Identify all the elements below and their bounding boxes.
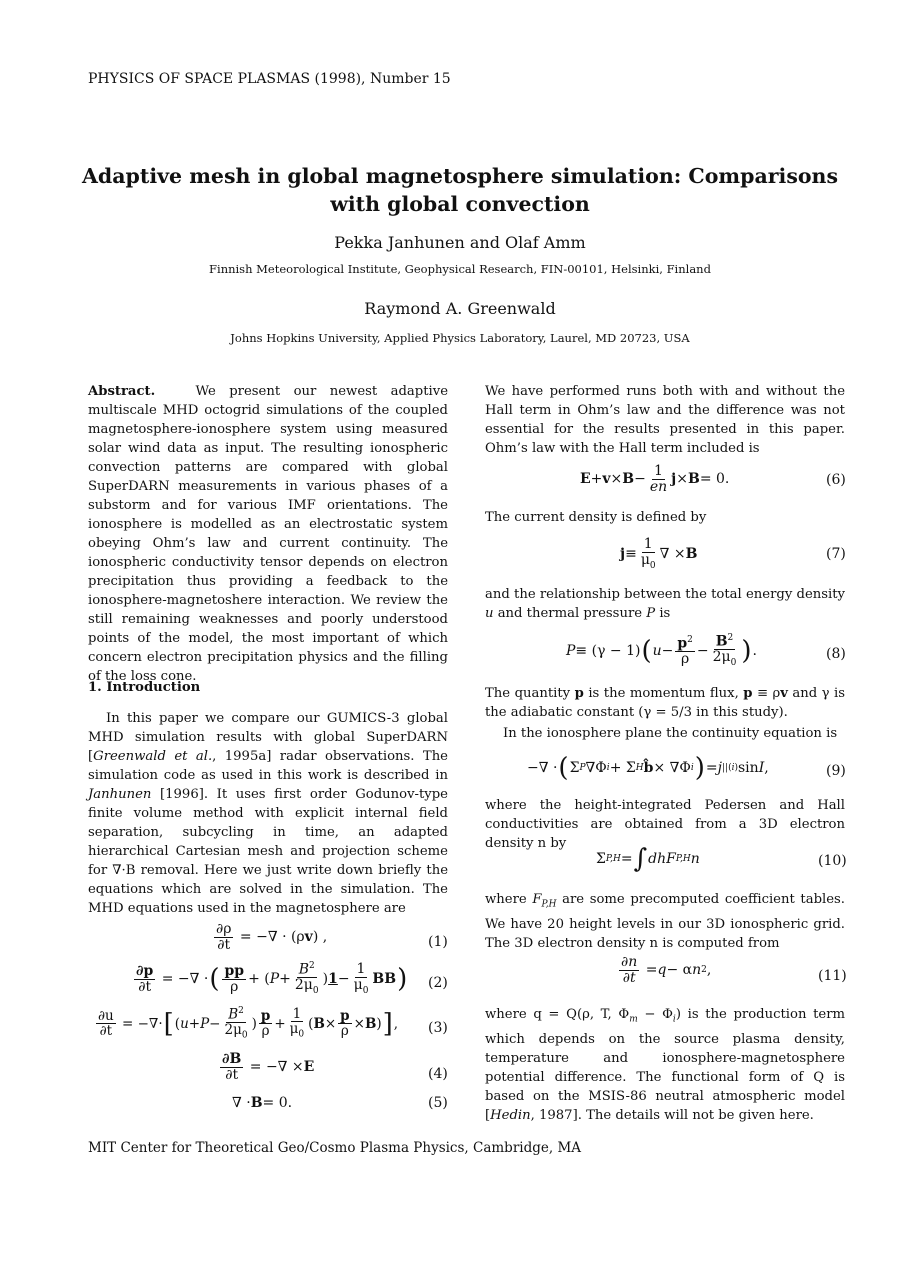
- right-paragraph-1: We have performed runs both with and without the Hall term in Ohm’s law and the difference was not essential for the results presented in this paper. Ohm’s law with the Hall term included is: [485, 384, 845, 456]
- equation-2: $\frac{\partial p}{\partial t}$ = −∇ · ( $\frac{pp}{\rho}$ + ( P + $\frac{B^2}{2\mu_0}$ ) 1 − $\frac{1}{\mu_0}$ BB ): [136, 961, 408, 997]
- right-paragraph-4: The quantity p is the momentum flux, p ≡ ρv and γ is the adiabatic constant (γ = 5/3 in this study).: [485, 686, 845, 720]
- equation-11: $\frac{\partial n}{\partial t}$ = q − α n 2 ,: [621, 954, 712, 986]
- equation-9: −∇ · ( Σ P ∇Φ i + Σ H b̂ × ∇Φ i ) = j || (i) sin I ,: [527, 753, 769, 783]
- var-P: P: [646, 606, 656, 621]
- right-paragraph-2: The current density is defined by: [485, 510, 707, 525]
- affiliation-2: Johns Hopkins University, Applied Physics Laboratory, Laurel, MD 20723, USA: [230, 331, 690, 345]
- affiliation-1: Finnish Meteorological Institute, Geophysical Research, FIN-00101, Helsinki, Finland: [209, 262, 711, 276]
- text: and thermal pressure: [493, 606, 647, 621]
- abstract-label: Abstract.: [88, 384, 156, 399]
- equation-5: ∇ · B = 0.: [232, 1095, 293, 1111]
- text: and γ is the adiabatic constant (γ = 5/3 in this study).: [485, 686, 845, 720]
- equation-number-5: (5): [428, 1095, 448, 1111]
- equation-number-4: (4): [428, 1066, 448, 1082]
- intro-text-c: [1996]. It uses first order Godunov-type finite volume method with explicit internal field separation, subcycling in time, an adapted hierarchical Cartesian mesh and projection scheme for ∇·B removal. Here we just write down briefly the equations which are solved in the simulation. The MHD equations used in the magnetosphere are: [88, 787, 448, 916]
- title-line-1: Adaptive mesh in global magnetosphere simulation: Comparisons: [82, 164, 838, 188]
- text: − Φ: [637, 1007, 673, 1022]
- text: ) is the production term which depends on the source plasma density, temperature and ionosphere-magnetosphere potential difference. The functional form of Q is based on the MSIS-86 neutral atmospheric model [: [485, 1007, 846, 1123]
- equation-8: P ≡ (γ − 1) ( u − $\frac{p^2}{\rho}$ − $\frac{B^2}{2\mu_0}$ ) .: [566, 633, 757, 669]
- section-heading-introduction: 1. Introduction: [88, 680, 201, 695]
- equation-number-10: (10): [818, 853, 847, 869]
- footer-affiliation: MIT Center for Theoretical Geo/Cosmo Plasma Physics, Cambridge, MA: [88, 1140, 582, 1156]
- equation-number-2: (2): [428, 975, 448, 991]
- equation-6: E + v × B − $\frac{1}{en}$ j × B = 0.: [580, 463, 730, 495]
- citation-hedin: Hedin: [490, 1107, 531, 1123]
- text: are some precomputed coefficient tables. We have 20 height levels in our 3D ionospheric grid. The 3D electron density n is computed from: [485, 892, 846, 951]
- text: is: [655, 606, 671, 621]
- text: and the relationship between the total energy density: [485, 587, 845, 602]
- text: The quantity: [485, 686, 575, 701]
- citation-greenwald: Greenwald et al.: [93, 749, 213, 764]
- equation-number-9: (9): [826, 763, 846, 779]
- text: is the momentum flux,: [583, 686, 744, 701]
- text: , 1987]. The details will not be given here.: [530, 1107, 814, 1123]
- var-F: F: [532, 892, 542, 907]
- equation-number-8: (8): [826, 646, 846, 662]
- citation-janhunen: Janhunen: [88, 787, 152, 802]
- equation-1: $\frac{\partial\rho}{\partial t}$ = −∇ · (ρ v ) ,: [216, 921, 328, 953]
- equation-3: $\frac{\partial u}{\partial t}$ = −∇· [ ( u + P − $\frac{B^2}{2\mu_0}$ ) $\frac{p}{\rho}$ + $\frac{1}{\mu_0}$ ( B × $\frac{p}{\rho}$ × B ) ] ,: [98, 1006, 399, 1041]
- text: where: [485, 892, 533, 907]
- equation-7: j ≡ $\frac{1}{\mu_0}$ ∇ × B: [620, 536, 698, 571]
- authors-2: Raymond A. Greenwald: [364, 299, 556, 318]
- equation-10: Σ P,H = ∫ dhF P,H n: [596, 844, 700, 874]
- right-paragraph-6: where the height-integrated Pedersen and Hall conductivities are obtained from a 3D electron density n by: [485, 798, 845, 851]
- equation-number-3: (3): [428, 1020, 448, 1036]
- abstract: [88, 382, 448, 686]
- right-paragraph-8: where q = Q(ρ, T, $\Phi_m - \Phi_i$) is the production term which depends on the source plasma density, temperature and ionosphere-magnetosphere potential difference. The functional form of Q is based on the MSIS-86 neutral atmospheric model [Hedin, 1987]. The details will not be given here.: [485, 1007, 846, 1123]
- authors-1: Pekka Janhunen and Olaf Amm: [334, 233, 586, 252]
- equation-number-6: (6): [826, 472, 846, 488]
- right-paragraph-3: [485, 585, 845, 623]
- equation-number-7: (7): [826, 546, 846, 562]
- equation-number-11: (11): [818, 968, 847, 984]
- right-paragraph-7: where $F_{P,H}$ are some precomputed coefficient tables. We have 20 height levels in our 3D ionospheric grid. The 3D electron density n is computed from: [485, 892, 846, 951]
- intro-text-a: In this paper we compare our GUMICS-3 global MHD simulation results with global SuperDARN [: [88, 711, 448, 764]
- equation-number-1: (1): [428, 934, 448, 950]
- intro-paragraph: [88, 709, 448, 918]
- intro-text-b: , 1995a] radar observations. The simulation code as used in this work is described in: [88, 749, 448, 783]
- paper-title: [80, 162, 840, 218]
- right-paragraph-5: In the ionosphere plane the continuity equation is: [503, 726, 838, 741]
- text: where q = Q(ρ, T, Φ: [485, 1007, 630, 1022]
- abstract-text: We present our newest adaptive multiscale MHD octogrid simulations of the coupled magnetosphere-ionosphere system using measured solar wind data as input. The resulting ionospheric convection patterns are compared with global SuperDARN measurements in various phases of a substorm and for various IMF orientations. The ionosphere is modelled as an electrostatic system obeying Ohm’s law and current continuity. The ionospheric conductivity tensor depends on electron precipitation thus providing a feedback to the ionosphere-magnetoshere interaction. We review the still remaining weaknesses and poorly understood points of the model, the most important of which concern electron precipitation physics and the filling of the loss cone.: [88, 384, 449, 684]
- equation-4: $\frac{\partial B}{\partial t}$ = −∇ × E: [222, 1051, 315, 1083]
- var-u: u: [485, 606, 494, 621]
- journal-header: PHYSICS OF SPACE PLASMAS (1998), Number 15: [88, 71, 451, 87]
- title-line-2: with global convection: [330, 192, 590, 216]
